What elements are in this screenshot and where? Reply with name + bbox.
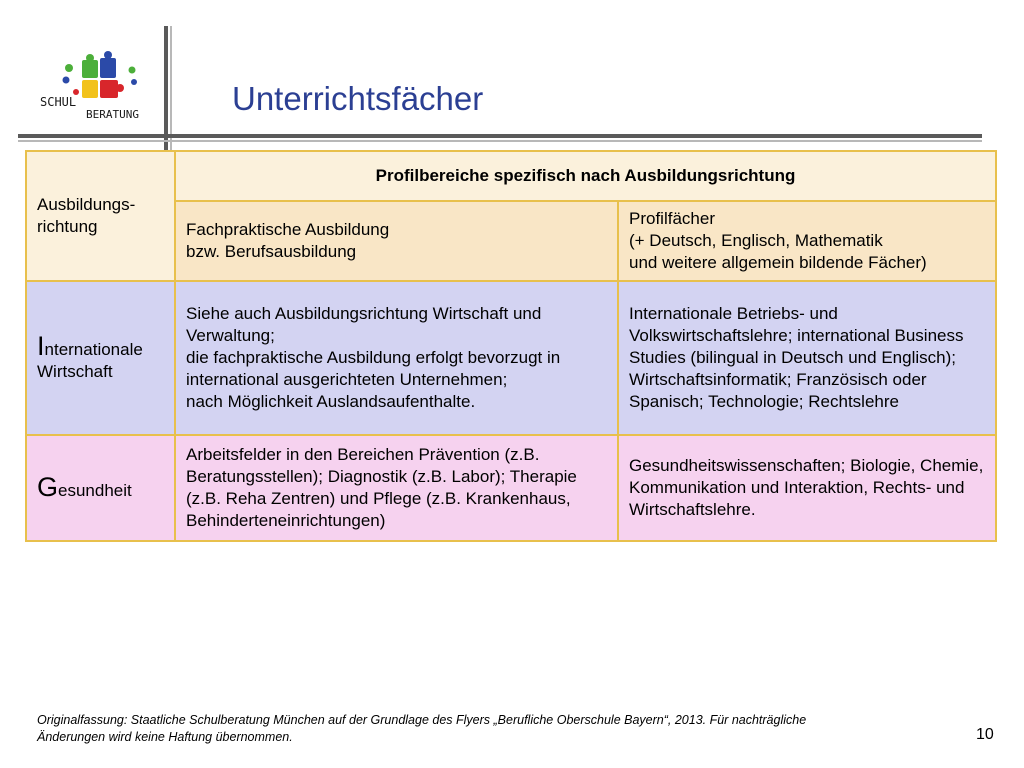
schulberatung-logo: [36, 48, 154, 124]
practical-cell: Arbeitsfelder in den Bereichen Prävention (z.B. Beratungsstellen); Diagnostik (z.B. Labor); Therapie (z.B. Reha Zentren) und Pflege (z.B. Krankenhaus, Behinderteneinrichtungen): [175, 435, 618, 541]
table-header-row: [26, 151, 996, 201]
subjects-table: [25, 150, 997, 542]
logo-dot: [63, 77, 70, 84]
page-number: 10: [976, 726, 994, 743]
row-name-rest: nternationale: [44, 340, 143, 359]
divider-horizontal-light: [18, 140, 982, 142]
header-profilfaecher: Profilfächer (+ Deutsch, Englisch, Mathematik und weitere allgemein bildende Fächer): [618, 201, 996, 281]
subjects-cell: Gesundheitswissenschaften; Biologie, Chemie, Kommunikation und Interaktion, Rechts- und Wirtschaftslehre.: [618, 435, 996, 541]
table-row: [26, 435, 996, 541]
logo-word-schul: SCHUL: [40, 95, 77, 109]
puzzle-piece-red: [100, 80, 118, 98]
puzzle-piece-green: [82, 60, 98, 78]
header-profilbereiche: Profilbereiche spezifisch nach Ausbildungsrichtung: [175, 151, 996, 201]
puzzle-knob-green: [86, 54, 94, 62]
puzzle-piece-yellow: [82, 80, 98, 98]
row-name-line2: Wirtschaft: [37, 362, 113, 381]
practical-cell: Siehe auch Ausbildungsrichtung Wirtschaft und Verwaltung; die fachpraktische Ausbildung erfolgt bevorzugt in international ausgerichteten Unternehmen; nach Möglichkeit Auslandsaufenthalte.: [175, 281, 618, 435]
puzzle-piece-blue: [100, 58, 116, 78]
logo-word-beratung: BERATUNG: [86, 108, 139, 121]
header-fachpraktische-ausbildung: Fachpraktische Ausbildung bzw. Berufsausbildung: [175, 201, 618, 281]
table-row: [26, 281, 996, 435]
puzzle-knob-blue: [104, 51, 112, 59]
logo-dot: [129, 67, 136, 74]
header-ausbildungsrichtung: Ausbildungs- richtung: [26, 151, 175, 281]
divider-horizontal: [18, 134, 982, 138]
puzzle-knob-red: [116, 84, 124, 92]
row-name-internationale-wirtschaft: [26, 281, 175, 435]
logo-dot: [131, 79, 137, 85]
logo-dot: [65, 64, 73, 72]
row-initial: I: [37, 331, 45, 361]
page-title: Unterrichtsfächer: [232, 80, 484, 117]
row-initial: G: [37, 472, 59, 502]
row-name-gesundheit: [26, 435, 175, 541]
source-footnote: Originalfassung: Staatliche Schulberatung München auf der Grundlage des Flyers „Berufliche Oberschule Bayern“, 2013. Für nachträgliche Änderungen wird keine Haftung übernommen.: [37, 713, 807, 744]
subjects-cell: Internationale Betriebs- und Volkswirtschaftslehre; international Business Studies (bilingual in Deutsch und Englisch); Wirtschaftsinformatik; Französisch oder Spanisch; Technologie; Rechtslehre: [618, 281, 996, 435]
row-name-rest: esundheit: [58, 481, 132, 500]
